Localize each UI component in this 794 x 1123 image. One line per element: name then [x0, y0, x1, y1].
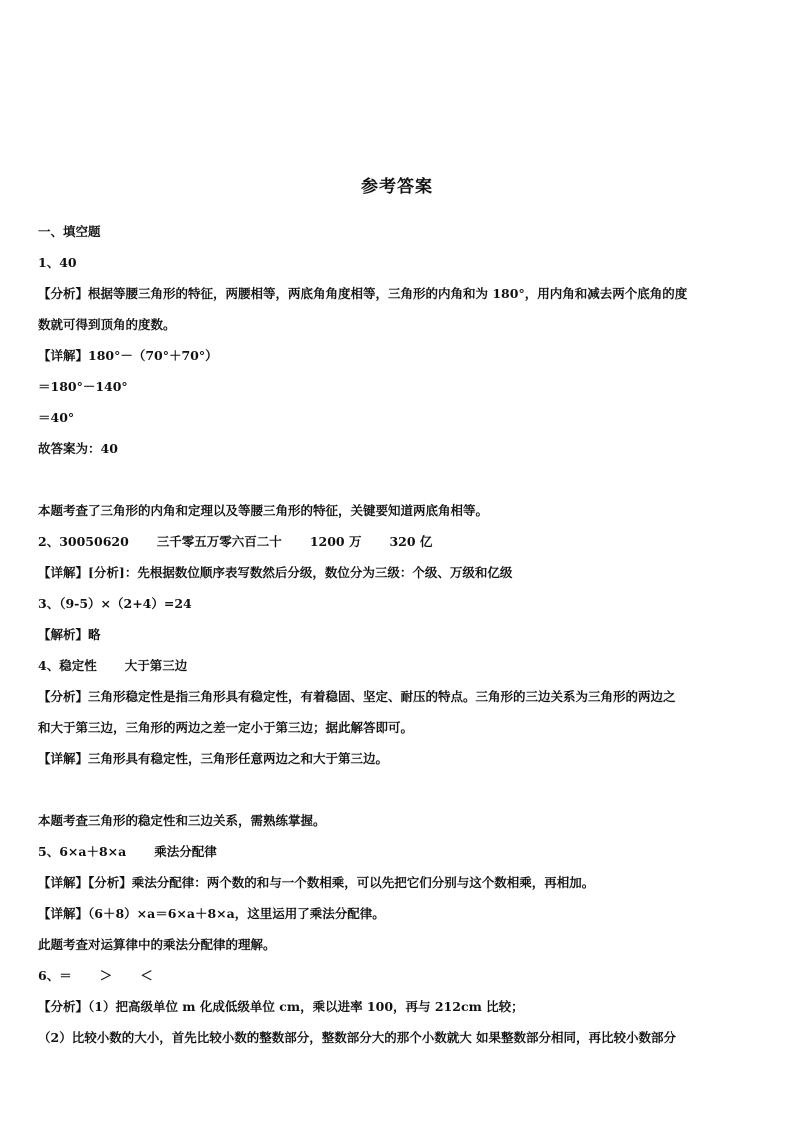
q3-answer: 3、（9-5）×（2+4）=24	[38, 596, 192, 611]
spacer	[38, 470, 760, 501]
q2-answer-3: 1200 万	[309, 534, 362, 549]
q2-answer-2: 三千零五万零六百二十	[156, 534, 282, 549]
q6-answer-2: ＞	[99, 968, 113, 983]
q5-answer-2: 乘法分配律	[154, 844, 217, 859]
q2-answer-line	[38, 532, 760, 563]
q5-answer-1: 6×a＋8×a	[59, 844, 127, 859]
q6-answer-3: ＜	[140, 968, 153, 983]
q4-number: 4、	[38, 658, 60, 673]
q2-detail: 【详解】[分析]：先根据数位顺序表写数然后分级，数位分为三级：个级、万级和亿级	[38, 565, 513, 580]
q6-answer-1: ＝	[59, 968, 72, 983]
section-heading: 一、填空题	[38, 224, 101, 239]
q5-analysis: 【详解】【分析】乘法分配律：两个数的和与一个数相乘，可以先把它们分别与这个数相乘，再相加。	[38, 875, 595, 890]
q4-analysis-line-1: 【分析】三角形稳定性是指三角形具有稳定性，有着稳固、坚定、耐压的特点。三角形的三边关系为三角形的两边之	[38, 689, 676, 704]
q4-detail: 【详解】三角形具有稳定性，三角形任意两边之和大于第三边。	[38, 751, 389, 766]
q1-step-1: ＝180°－140°	[38, 379, 128, 394]
q4-answer-2: 大于第三边	[124, 658, 188, 673]
q3-analysis: 【解析】略	[38, 627, 101, 642]
q5-answer-line	[38, 842, 760, 873]
q6-analysis-line-2: （2）比较小数的大小，首先比较小数的整数部分，整数部分大的那个小数就大 如果整数部分相同，再比较小数部分	[38, 1030, 677, 1045]
q2-number: 2、	[38, 534, 60, 549]
q1-answer: 1、40	[38, 255, 77, 270]
spacer	[38, 780, 760, 811]
q5-detail: 【详解】（6＋8）×a＝6×a＋8×a，这里运用了乘法分配律。	[38, 906, 385, 921]
q1-detail: 【详解】180°－（70°＋70°）	[38, 348, 218, 363]
q6-number: 6、	[38, 968, 60, 983]
q6-analysis-line-1: 【分析】（1）把高级单位 m 化成低级单位 cm，乘以进率 100，再与 212cm 比较；	[38, 999, 524, 1014]
q5-comment: 此题考查对运算律中的乘法分配律的理解。	[38, 937, 276, 952]
q2-answer-1: 30050620	[59, 534, 129, 549]
q4-analysis-line-2: 和大于第三边，三角形的两边之差一定小于第三边；据此解答即可。	[38, 720, 414, 735]
q6-answer-line	[38, 966, 760, 997]
q1-analysis-line-1: 【分析】根据等腰三角形的特征，两腰相等，两底角角度相等，三角形的内角和为 180°，用内角和减去两个底角的度	[38, 286, 688, 301]
q1-step-2: ＝40°	[38, 410, 75, 425]
q4-comment: 本题考查三角形的稳定性和三边关系，需熟练掌握。	[38, 813, 326, 828]
page-title: 参考答案	[361, 177, 433, 197]
q5-number: 5、	[38, 844, 60, 859]
q1-analysis-line-2: 数就可得到顶角的度数。	[38, 317, 176, 332]
q4-answer-line	[38, 656, 760, 687]
answer-content	[38, 222, 760, 1059]
q1-comment: 本题考查了三角形的内角和定理以及等腰三角形的特征，关键要知道两底角相等。	[38, 503, 489, 518]
q4-answer-1: 稳定性	[59, 658, 97, 673]
q2-answer-4: 320 亿	[389, 534, 433, 549]
q1-conclusion: 故答案为：40	[38, 441, 118, 456]
